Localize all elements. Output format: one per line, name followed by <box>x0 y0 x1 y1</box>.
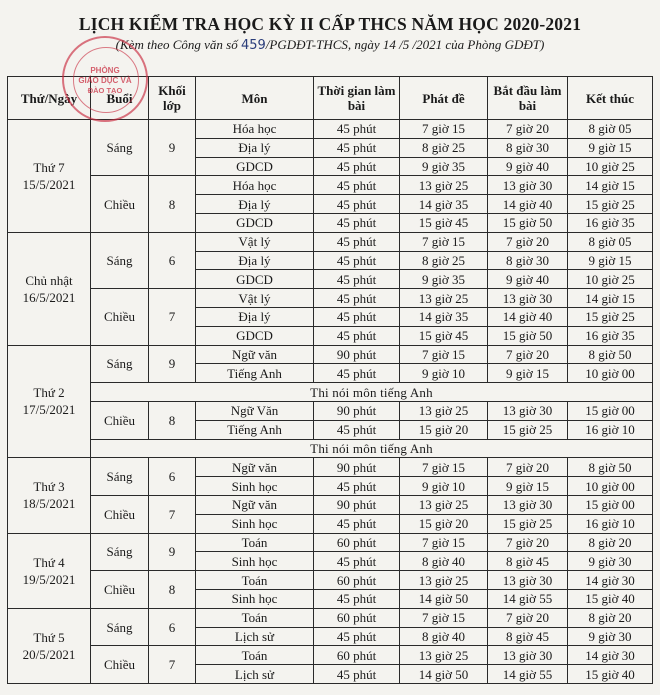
subject-cell: Toán <box>196 533 314 552</box>
end-time-cell: 16 giờ 35 <box>568 213 653 232</box>
duration-cell: 45 phút <box>314 289 400 308</box>
table-header-row <box>8 77 653 120</box>
end-time-cell: 10 giờ 25 <box>568 270 653 289</box>
distribute-time-cell: 8 giờ 40 <box>400 627 488 646</box>
subject-cell: Sinh học <box>196 589 314 608</box>
distribute-time-cell: 7 giờ 15 <box>400 458 488 477</box>
day-name: Thứ 7 <box>33 159 65 175</box>
end-time-cell: 15 giờ 40 <box>568 589 653 608</box>
start-time-cell: 15 giờ 25 <box>488 420 568 439</box>
subject-cell: Địa lý <box>196 195 314 214</box>
end-time-cell: 15 giờ 25 <box>568 307 653 326</box>
day-cell <box>8 608 91 683</box>
subject-cell: Ngữ Văn <box>196 401 314 420</box>
header-cell: Kết thúc <box>568 77 653 120</box>
duration-cell: 45 phút <box>314 251 400 270</box>
seal-text: PHÒNG <box>90 66 120 75</box>
distribute-time-cell: 13 giờ 25 <box>400 495 488 514</box>
start-time-cell: 8 giờ 45 <box>488 627 568 646</box>
note-cell: Thi nói môn tiếng Anh <box>91 383 653 402</box>
start-time-cell: 8 giờ 45 <box>488 552 568 571</box>
duration-cell: 45 phút <box>314 477 400 496</box>
duration-cell: 45 phút <box>314 138 400 157</box>
start-time-cell: 13 giờ 30 <box>488 176 568 195</box>
start-time-cell: 9 giờ 15 <box>488 477 568 496</box>
end-time-cell: 8 giờ 50 <box>568 458 653 477</box>
end-time-cell: 14 giờ 15 <box>568 176 653 195</box>
duration-cell: 45 phút <box>314 514 400 533</box>
duration-cell: 60 phút <box>314 646 400 665</box>
session-cell: Sáng <box>91 458 149 496</box>
document-subtitle <box>0 37 660 53</box>
duration-cell: 45 phút <box>314 157 400 176</box>
subtitle-prefix: (Kèm theo Công văn số <box>115 37 241 52</box>
end-time-cell: 8 giờ 20 <box>568 533 653 552</box>
subject-cell: Hóa học <box>196 120 314 139</box>
subject-cell: Ngữ văn <box>196 458 314 477</box>
header-cell: Buổi <box>91 77 149 120</box>
distribute-time-cell: 7 giờ 15 <box>400 120 488 139</box>
day-name: Thứ 5 <box>33 629 65 645</box>
day-date: 19/5/2021 <box>22 571 76 587</box>
seal-text: ĐÀO TẠO <box>87 86 123 95</box>
duration-cell: 60 phút <box>314 533 400 552</box>
duration-cell: 45 phút <box>314 120 400 139</box>
header-cell: Thời gian làm bài <box>314 77 400 120</box>
table-row <box>8 571 653 590</box>
distribute-time-cell: 15 giờ 20 <box>400 514 488 533</box>
grade-cell: 9 <box>149 120 196 176</box>
table-row <box>8 646 653 665</box>
grade-cell: 7 <box>149 495 196 533</box>
duration-cell: 45 phút <box>314 552 400 571</box>
duration-cell: 45 phút <box>314 307 400 326</box>
duration-cell: 90 phút <box>314 345 400 364</box>
start-time-cell: 13 giờ 30 <box>488 571 568 590</box>
start-time-cell: 7 giờ 20 <box>488 232 568 251</box>
distribute-time-cell: 13 giờ 25 <box>400 646 488 665</box>
session-cell: Chiều <box>91 571 149 609</box>
end-time-cell: 10 giờ 00 <box>568 477 653 496</box>
subject-cell: Lịch sử <box>196 665 314 684</box>
distribute-time-cell: 9 giờ 35 <box>400 157 488 176</box>
distribute-time-cell: 15 giờ 45 <box>400 213 488 232</box>
subject-cell: Hóa học <box>196 176 314 195</box>
subject-cell: Tiếng Anh <box>196 364 314 383</box>
start-time-cell: 14 giờ 40 <box>488 307 568 326</box>
header-cell: Môn <box>196 77 314 120</box>
table-row <box>8 401 653 420</box>
grade-cell: 7 <box>149 289 196 345</box>
session-cell: Chiều <box>91 495 149 533</box>
distribute-time-cell: 7 giờ 15 <box>400 608 488 627</box>
document-title: LỊCH KIỂM TRA HỌC KỲ II CẤP THCS NĂM HỌC 2020-2021 <box>78 14 582 34</box>
duration-cell: 45 phút <box>314 665 400 684</box>
duration-cell: 60 phút <box>314 608 400 627</box>
end-time-cell: 14 giờ 30 <box>568 646 653 665</box>
subject-cell: Toán <box>196 646 314 665</box>
end-time-cell: 15 giờ 25 <box>568 195 653 214</box>
start-time-cell: 14 giờ 40 <box>488 195 568 214</box>
duration-cell: 45 phút <box>314 213 400 232</box>
distribute-time-cell: 9 giờ 35 <box>400 270 488 289</box>
subject-cell: Vật lý <box>196 232 314 251</box>
start-time-cell: 13 giờ 30 <box>488 289 568 308</box>
distribute-time-cell: 13 giờ 25 <box>400 571 488 590</box>
end-time-cell: 9 giờ 30 <box>568 627 653 646</box>
subject-cell: Địa lý <box>196 307 314 326</box>
day-date: 20/5/2021 <box>22 646 76 662</box>
start-time-cell: 15 giờ 50 <box>488 326 568 345</box>
day-cell <box>8 458 91 533</box>
session-cell: Sáng <box>91 345 149 383</box>
subject-cell: GDCD <box>196 270 314 289</box>
duration-cell: 60 phút <box>314 571 400 590</box>
grade-cell: 8 <box>149 401 196 439</box>
day-cell <box>8 533 91 608</box>
start-time-cell: 7 giờ 20 <box>488 345 568 364</box>
distribute-time-cell: 14 giờ 50 <box>400 589 488 608</box>
table-row <box>8 495 653 514</box>
grade-cell: 9 <box>149 533 196 571</box>
table-row <box>8 383 653 402</box>
distribute-time-cell: 8 giờ 40 <box>400 552 488 571</box>
table-row <box>8 176 653 195</box>
end-time-cell: 16 giờ 35 <box>568 326 653 345</box>
subject-cell: GDCD <box>196 157 314 176</box>
duration-cell: 90 phút <box>314 401 400 420</box>
duration-cell: 45 phút <box>314 270 400 289</box>
start-time-cell: 14 giờ 55 <box>488 589 568 608</box>
grade-cell: 8 <box>149 176 196 232</box>
table-row <box>8 439 653 458</box>
session-cell: Chiều <box>91 289 149 345</box>
start-time-cell: 9 giờ 40 <box>488 270 568 289</box>
subject-cell: Địa lý <box>196 138 314 157</box>
start-time-cell: 8 giờ 30 <box>488 138 568 157</box>
seal-text: GIÁO DỤC VÀ <box>78 76 132 85</box>
distribute-time-cell: 7 giờ 15 <box>400 533 488 552</box>
end-time-cell: 15 giờ 40 <box>568 665 653 684</box>
table-row <box>8 345 653 364</box>
start-time-cell: 15 giờ 25 <box>488 514 568 533</box>
start-time-cell: 13 giờ 30 <box>488 401 568 420</box>
table-row <box>8 608 653 627</box>
note-cell: Thi nói môn tiếng Anh <box>91 439 653 458</box>
start-time-cell: 13 giờ 30 <box>488 646 568 665</box>
end-time-cell: 14 giờ 15 <box>568 289 653 308</box>
grade-cell: 7 <box>149 646 196 684</box>
day-date: 15/5/2021 <box>22 176 76 192</box>
distribute-time-cell: 14 giờ 35 <box>400 307 488 326</box>
duration-cell: 90 phút <box>314 495 400 514</box>
distribute-time-cell: 8 giờ 25 <box>400 251 488 270</box>
end-time-cell: 14 giờ 30 <box>568 571 653 590</box>
start-time-cell: 13 giờ 30 <box>488 495 568 514</box>
table-body <box>8 120 653 684</box>
day-cell <box>8 232 91 345</box>
day-name: Thứ 2 <box>33 385 65 401</box>
duration-cell: 45 phút <box>314 195 400 214</box>
subject-cell: Toán <box>196 608 314 627</box>
session-cell: Sáng <box>91 120 149 176</box>
header-cell: Khối lớp <box>149 77 196 120</box>
duration-cell: 45 phút <box>314 420 400 439</box>
duration-cell: 90 phút <box>314 458 400 477</box>
grade-cell: 6 <box>149 608 196 646</box>
end-time-cell: 8 giờ 05 <box>568 232 653 251</box>
header-cell: Bắt đầu làm bài <box>488 77 568 120</box>
start-time-cell: 7 giờ 20 <box>488 120 568 139</box>
subject-cell: Địa lý <box>196 251 314 270</box>
subtitle-number: 459 <box>240 38 266 53</box>
subject-cell: Ngữ văn <box>196 495 314 514</box>
start-time-cell: 9 giờ 15 <box>488 364 568 383</box>
grade-cell: 9 <box>149 345 196 383</box>
distribute-time-cell: 13 giờ 25 <box>400 401 488 420</box>
distribute-time-cell: 15 giờ 20 <box>400 420 488 439</box>
subject-cell: Lịch sử <box>196 627 314 646</box>
end-time-cell: 10 giờ 00 <box>568 364 653 383</box>
table-row <box>8 120 653 139</box>
session-cell: Sáng <box>91 533 149 571</box>
end-time-cell: 9 giờ 30 <box>568 552 653 571</box>
start-time-cell: 14 giờ 55 <box>488 665 568 684</box>
distribute-time-cell: 8 giờ 25 <box>400 138 488 157</box>
session-cell: Sáng <box>91 608 149 646</box>
grade-cell: 6 <box>149 458 196 496</box>
end-time-cell: 16 giờ 10 <box>568 514 653 533</box>
session-cell: Chiều <box>91 176 149 232</box>
distribute-time-cell: 14 giờ 50 <box>400 665 488 684</box>
session-cell: Sáng <box>91 232 149 288</box>
subject-cell: GDCD <box>196 326 314 345</box>
day-date: 18/5/2021 <box>22 496 76 512</box>
table-row <box>8 458 653 477</box>
duration-cell: 45 phút <box>314 627 400 646</box>
subject-cell: Sinh học <box>196 552 314 571</box>
day-cell <box>8 120 91 233</box>
table-row <box>8 232 653 251</box>
distribute-time-cell: 13 giờ 25 <box>400 176 488 195</box>
subject-cell: GDCD <box>196 213 314 232</box>
end-time-cell: 15 giờ 00 <box>568 401 653 420</box>
start-time-cell: 9 giờ 40 <box>488 157 568 176</box>
subject-cell: Ngữ văn <box>196 345 314 364</box>
day-date: 17/5/2021 <box>22 402 76 418</box>
subtitle-suffix: /PGDĐT-THCS, ngày 14 /5 /2021 của Phòng GDĐT) <box>265 37 545 52</box>
end-time-cell: 9 giờ 15 <box>568 251 653 270</box>
grade-cell: 6 <box>149 232 196 288</box>
subject-cell: Sinh học <box>196 477 314 496</box>
grade-cell: 8 <box>149 571 196 609</box>
subject-cell: Sinh học <box>196 514 314 533</box>
header-cell: Phát đề <box>400 77 488 120</box>
distribute-time-cell: 7 giờ 15 <box>400 232 488 251</box>
duration-cell: 45 phút <box>314 364 400 383</box>
duration-cell: 45 phút <box>314 326 400 345</box>
end-time-cell: 9 giờ 15 <box>568 138 653 157</box>
session-cell: Chiều <box>91 646 149 684</box>
subject-cell: Vật lý <box>196 289 314 308</box>
day-date: 16/5/2021 <box>22 289 76 305</box>
distribute-time-cell: 7 giờ 15 <box>400 345 488 364</box>
duration-cell: 45 phút <box>314 589 400 608</box>
end-time-cell: 8 giờ 05 <box>568 120 653 139</box>
distribute-time-cell: 9 giờ 10 <box>400 364 488 383</box>
session-cell: Chiều <box>91 401 149 439</box>
table-row <box>8 533 653 552</box>
exam-schedule-table <box>7 76 653 684</box>
end-time-cell: 10 giờ 25 <box>568 157 653 176</box>
day-name: Thứ 3 <box>33 479 65 495</box>
end-time-cell: 15 giờ 00 <box>568 495 653 514</box>
start-time-cell: 8 giờ 30 <box>488 251 568 270</box>
distribute-time-cell: 14 giờ 35 <box>400 195 488 214</box>
start-time-cell: 7 giờ 20 <box>488 533 568 552</box>
table-row <box>8 289 653 308</box>
distribute-time-cell: 13 giờ 25 <box>400 289 488 308</box>
subject-cell: Toán <box>196 571 314 590</box>
day-cell <box>8 345 91 458</box>
end-time-cell: 16 giờ 10 <box>568 420 653 439</box>
start-time-cell: 7 giờ 20 <box>488 608 568 627</box>
duration-cell: 45 phút <box>314 232 400 251</box>
end-time-cell: 8 giờ 50 <box>568 345 653 364</box>
day-name: Chủ nhật <box>25 272 73 288</box>
end-time-cell: 8 giờ 20 <box>568 608 653 627</box>
duration-cell: 45 phút <box>314 176 400 195</box>
distribute-time-cell: 15 giờ 45 <box>400 326 488 345</box>
start-time-cell: 7 giờ 20 <box>488 458 568 477</box>
distribute-time-cell: 9 giờ 10 <box>400 477 488 496</box>
header-cell: Thứ/Ngày <box>8 77 91 120</box>
day-name: Thứ 4 <box>33 554 65 570</box>
start-time-cell: 15 giờ 50 <box>488 213 568 232</box>
subject-cell: Tiếng Anh <box>196 420 314 439</box>
